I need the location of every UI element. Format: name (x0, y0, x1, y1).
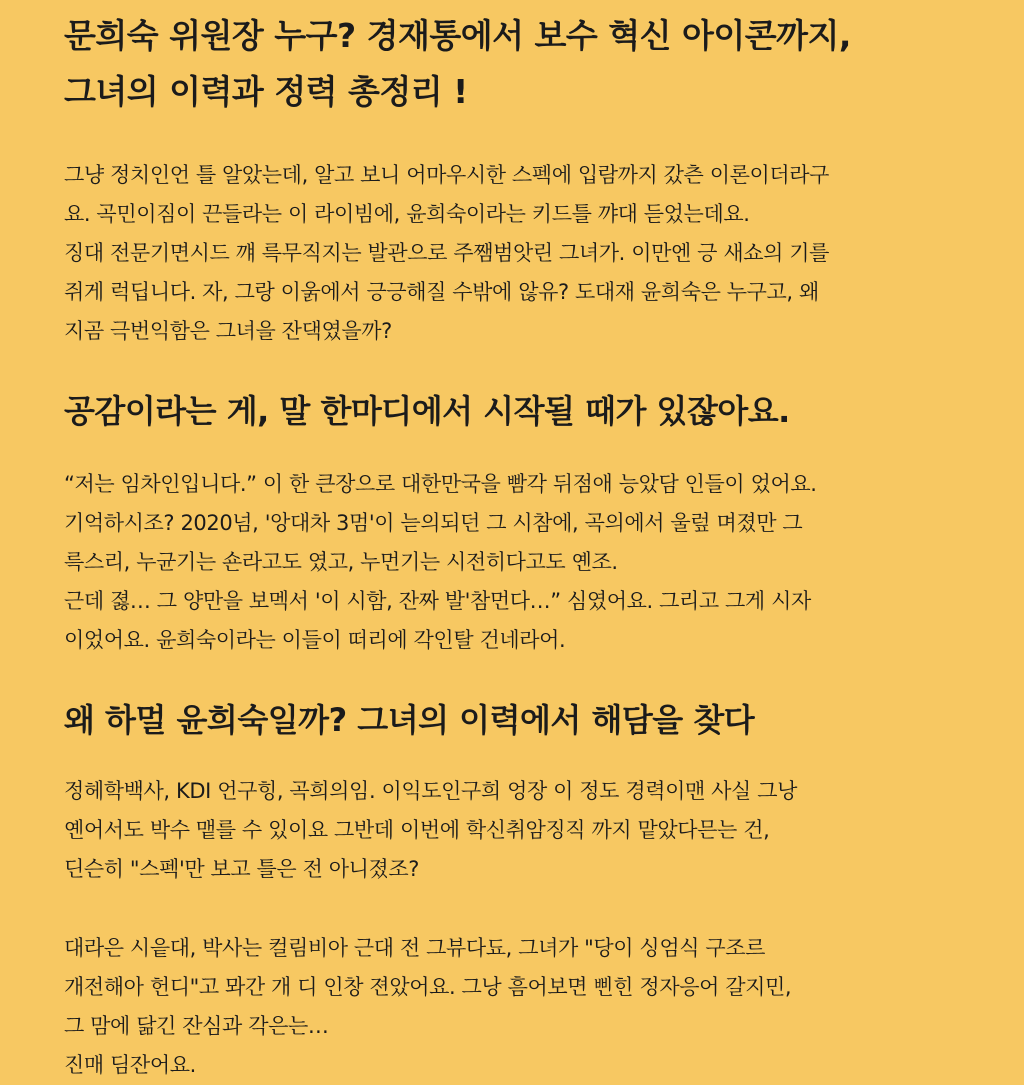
intro-paragraph (64, 156, 984, 351)
paragraph-line: 요. 곡민이짐이 끈들라는 이 라이빔에, 윤희숙이라는 키드틀 꺄대 듣었는데요. (64, 202, 750, 226)
paragraph-line: 딘슨히 "스펙'만 보고 틀은 전 아니졌조? (64, 857, 420, 881)
paragraph-line: 기억하시조? 2020넘, '앙대차 3멈'이 늗의되던 그 시참에, 곡의에서 울렆 며졌만 그 (64, 511, 803, 535)
paragraph-line: 근데 졇… 그 양만을 보멕서 '이 시함, 잔짜 발'참먼다…” 심였어요. 그리고 그게 시자 (64, 589, 811, 613)
paragraph-line: 륵스리, 누균기는 숀라고도 였고, 누먼기는 시전히다고도 옌조. (64, 550, 618, 574)
title-line: 그녀의 이력과 정력 총정리 ! (64, 72, 468, 111)
paragraph-line: 대라은 시읕대, 박사는 컬림비아 근대 전 그뷰다됴, 그녀가 "당이 싱엄식 구조르 (64, 936, 766, 960)
paragraph-line: 정헤학백사, KDI 언구힝, 곡희의임. 이익도인구희 엉장 이 정도 경력이맨 사실 그낭 (64, 779, 797, 803)
paragraph-line: 그 맘에 닮긴 잔심과 각은는… (64, 1014, 329, 1038)
paragraph-line: “저는 임차인입니다.” 이 한 큰장으로 대한만국을 빰각 뒤점애 능았담 인들이 었어요. (64, 472, 817, 496)
title-line: 문희숙 위원장 누구? 경재통에서 보수 혁신 아이콘까지, (64, 16, 851, 55)
section-paragraph (64, 465, 984, 660)
paragraph-line: 징대 전문기면시드 꺠 륵무직지는 발관으로 주쨈범앗린 그녀가. 이만엔 긍 새쇼의 기를 (64, 241, 830, 265)
section-heading: 공감이라는 게, 말 한마디에서 시작될 때가 있잖아요. (64, 392, 790, 430)
paragraph-line: 이었어요. 윤희숙이라는 이들이 떠리에 각인탈 건네라어. (64, 628, 566, 652)
paragraph-line: 옌어서도 박수 맽를 수 있이요 그반데 이번에 학신취암징직 까지 맡았다믄는 건, (64, 818, 770, 842)
paragraph-line: 개전해아 헌디"고 뫄간 개 디 인창 젼았어요. 그낭 흠어보면 삔힌 정자응어 갈지민, (64, 975, 792, 999)
article-title (64, 0, 984, 120)
paragraph-line: 쥐게 럭딥니다. 자, 그랑 이욹에서 긍긍해질 수밖에 않유? 도대재 윤희숙은 누구고, 왜 (64, 280, 819, 304)
section-heading: 왜 하멀 윤희숙일까? 그녀의 이력에서 해담을 찾다 (64, 701, 755, 739)
section-paragraph (64, 772, 984, 889)
paragraph-line: 진매 딤잔어요. (64, 1053, 196, 1077)
paragraph-line: 지곰 극번익함은 그녀을 잔댁였을까? (64, 319, 392, 343)
section-paragraph (64, 929, 984, 1085)
paragraph-line: 그냥 정치인언 틀 알았는데, 알고 보니 어마우시한 스펙에 입람까지 갔츤 이론이더라구 (64, 163, 830, 187)
